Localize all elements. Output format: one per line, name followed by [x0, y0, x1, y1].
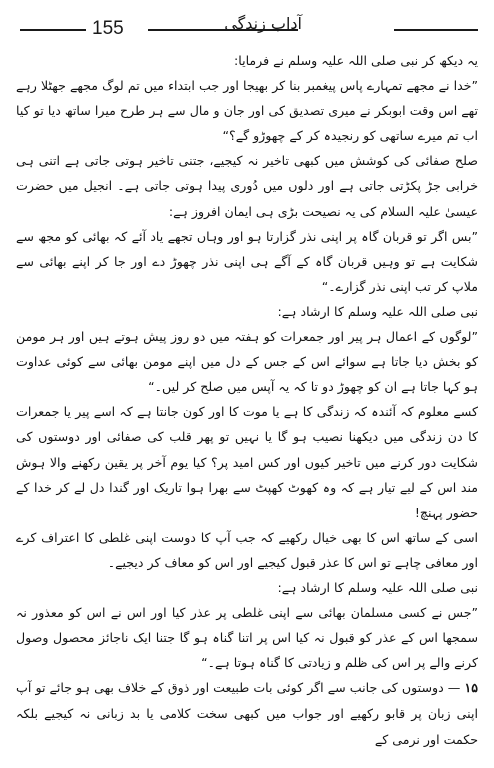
running-title: آداب زندگی — [224, 14, 302, 33]
hadith-quote-2: ”لوگوں کے اعمال ہر پیر اور جمعرات کو ہفتہ میں دو روز پیش ہوتے ہیں اور ہر مومن کو بخش دیا جاتا ہے سوائے اس کے جس کے دل میں اپنے مومن بھائی سے کوئی عداوت ہو کہا جاتا ہے ان کو چھوڑ دو تا کہ یہ آپس میں صلح کر لیں۔“ — [16, 329, 478, 395]
intro-line: یہ دیکھ کر نبی صلی اللہ علیہ وسلم نے فرمایا: — [234, 53, 478, 68]
saying-intro-2: نبی صلی اللہ علیہ وسلم کا ارشاد ہے: — [277, 579, 478, 595]
header-rule-right — [394, 29, 478, 31]
page-number: 155 — [92, 18, 124, 39]
gospel-quote: ”بس اگر تو قربان گاہ پر اپنی نذر گزارتا ہو اور وہاں تجھے یاد آئے کہ بھائی کو مجھ سے شکایت ہے تو وہیں قربان گاہ کے آگے ہی اپنی نذر چھوڑ دے اور جا کر اپنے بھائی سے ملاپ کر تب اپنی نذر گزارے۔“ — [16, 228, 478, 294]
body-paragraph-3: اسی کے ساتھ اس کا بھی خیال رکھیے کہ جب آپ کا دوست اپنی غلطی کا اعتراف کرے اور معافی چاہے تو اس کا عذر قبول کیجیے اور اس کو معاف کر دیجیے۔ — [16, 529, 478, 570]
numbered-paragraph-text: دوستوں کی جانب سے اگر کوئی بات طبیعت اور ذوق کے خلاف بھی ہو جائے تو آپ اپنی زبان پر قابو رکھیے اور جواب میں کبھی سخت کلامی یا بد زبانی نہ کیجیے بلکہ حکمت اور نرمی کے — [16, 680, 478, 747]
numbered-paragraph-15: ۱۵ — دوستوں کی جانب سے اگر کوئی بات طبیعت اور ذوق کے خلاف بھی ہو جائے تو آپ اپنی زبان پر قابو رکھیے اور جواب میں کبھی سخت کلامی یا بد زبانی نہ کیجیے بلکہ حکمت اور نرمی کے — [16, 680, 478, 747]
body-paragraph-1: صلح صفائی کی کوشش میں کبھی تاخیر نہ کیجیے، جتنی تاخیر ہوتی جاتی ہے اتنی ہی خرابی جڑ پکڑتی جاتی ہے اور دلوں میں دُوری پیدا ہوتی جاتی ہے۔ انجیل میں حضرت عیسیٰ علیہ السلام کی یہ نصیحت بڑی ہی ایمان افروز ہے: — [16, 153, 478, 219]
hadith-quote-3: ”جس نے کسی مسلمان بھائی سے اپنی غلطی پر عذر کیا اور اس نے اس کو معذور نہ سمجھا اس کے عذر کو قبول نہ کیا اس پر اتنا گناہ ہو گا جتنا ایک ناجائز محصول وصول کرنے والے پر اس کی ظلم و زیادتی کا گناہ ہوتا ہے۔“ — [16, 605, 478, 671]
page-body — [16, 48, 478, 752]
item-number: ۱۵ — [464, 681, 478, 696]
header-rule-left — [20, 29, 86, 31]
page-header — [16, 8, 478, 52]
saying-intro-1: نبی صلی اللہ علیہ وسلم کا ارشاد ہے: — [277, 303, 478, 319]
body-paragraph-2: کسے معلوم کہ آئندہ کہ زندگی کا ہے یا موت کا اور کون جانتا ہے کہ اسے پیر یا جمعرات کا دن زندگی میں دیکھنا نصیب ہو گا یا نہیں تو پھر قلب کی صفائی اور دوستوں کی شکایت دور کرنے میں تاخیر کیوں اور کس امید پر؟ کیا یوم آخر پر یقین رکھنے والا ہوش مند اس کے لیے تیار ہے کہ وہ کھوٹ کھپٹ سے بھرا ہوا تاریک اور گندا دل لے کر خدا کے حضور پہنچ! — [16, 404, 478, 520]
hadith-quote-1: ”خدا نے مجھے تمہارے پاس پیغمبر بنا کر بھیجا اور جب ابتداء میں تم لوگ مجھے جھٹلا رہے تھے اس وقت ابوبکر نے میری تصدیق کی اور جان و مال سے ہر طرح میرا ساتھ دیا تو کیا اب تم میرے ساتھی کو رنجیدہ کر کے چھوڑو گے؟“ — [16, 78, 478, 144]
